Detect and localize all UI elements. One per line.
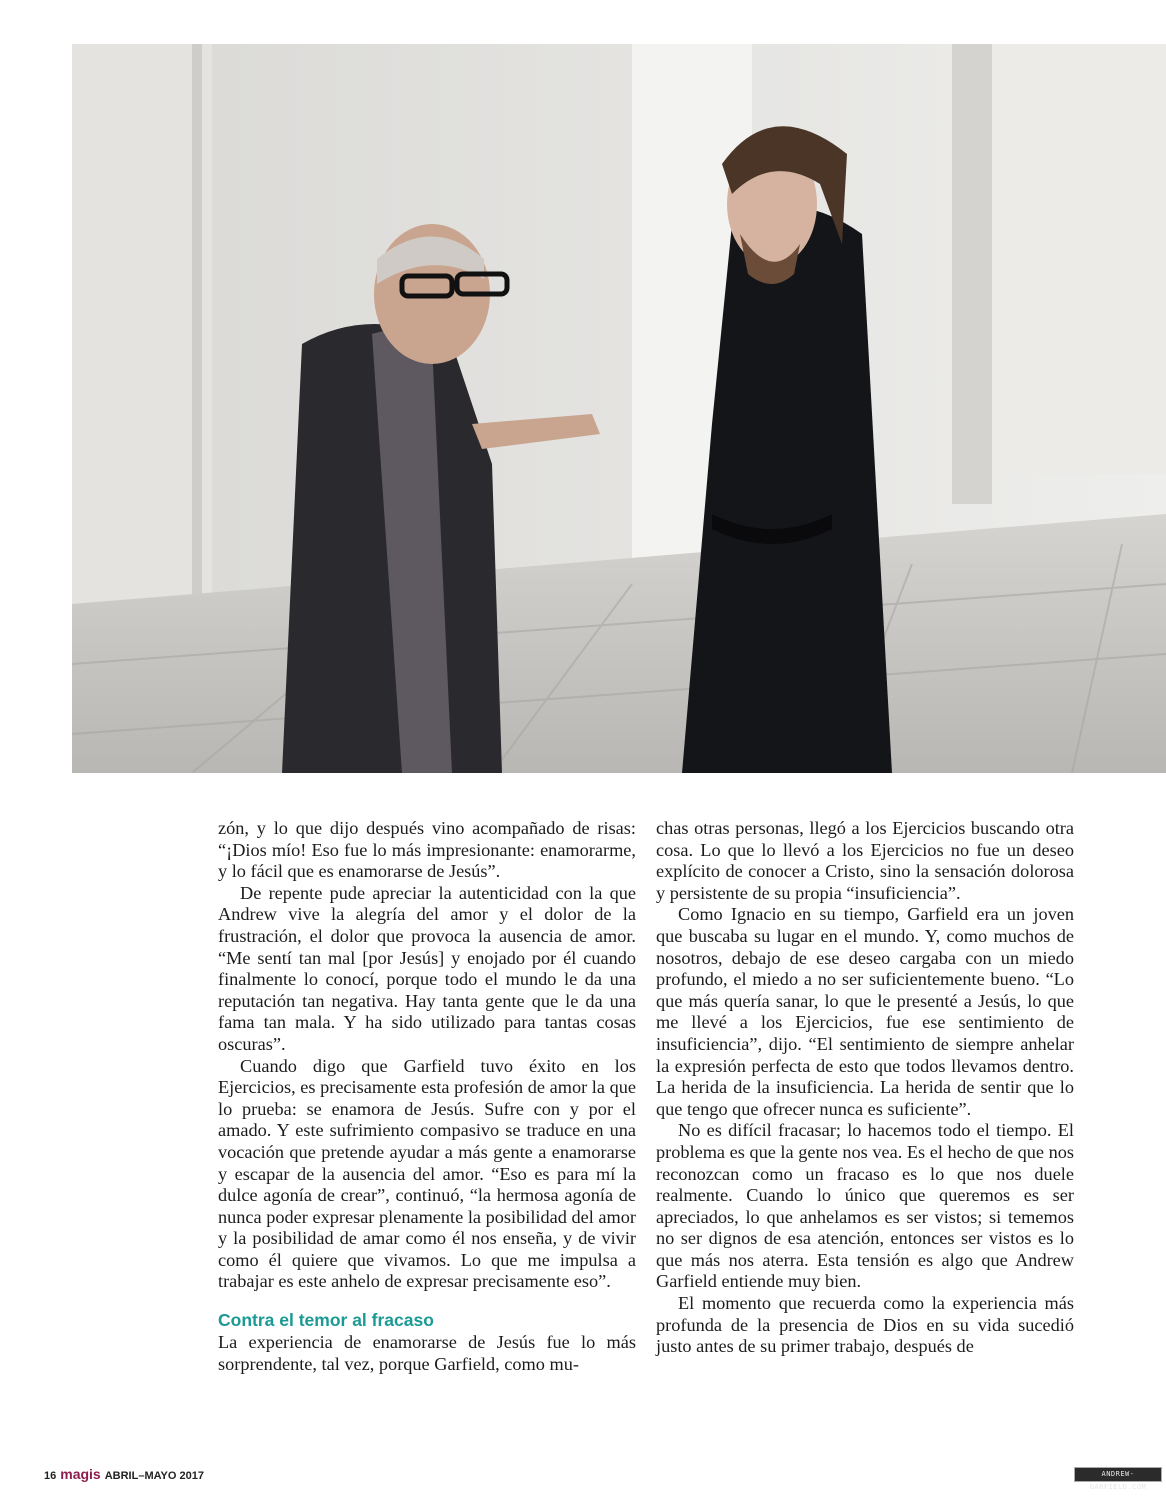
paragraph: Como Ignacio en su tiempo, Garfield era un joven que buscaba su lugar en el mundo. Y, como muchos de nosotros, debajo de ese deseo cargaba con un miedo profundo, el miedo a no ser suficientemente bueno. “Lo que más quería sanar, lo que le presenté a Jesús, lo que me llevé a los Ejercicios, fue ese sentimiento de insuficiencia”, dijo. “El sentimiento de siempre anhelar la expresión perfecta de esto que todos llevamos dentro. La herida de la insuficiencia. La herida de sentir que lo que tengo que ofrecer nunca es suficiente”. (656, 904, 1074, 1119)
page-number: 16 (44, 1470, 57, 1482)
paragraph: La experiencia de enamorarse de Jesús fue lo más sorprendente, tal vez, porque Garfield, como mu- (218, 1332, 636, 1374)
page-footer (44, 1466, 204, 1482)
article-column-left (218, 818, 636, 1375)
paragraph: chas otras personas, llegó a los Ejercicios buscando otra cosa. Lo que lo llevó a los Ejercicios no fue un deseo explícito de conocer a Cristo, sino la sensación dolorosa y persistente de su propia “insuficiencia”. (656, 818, 1074, 903)
watermark: ANDREW-GARFIELD.COM (1074, 1467, 1162, 1482)
paragraph: Cuando digo que Garfield tuvo éxito en los Ejercicios, es precisamente esta profesión de amor la que lo prueba: se enamora de Jesús. Sufre con y por el amado. Y este sufrimiento compasivo se traduce en una vocación que pretende ayudar a más gente a enamorarse y escapar de la ausencia del amor. “Eso es para mí la dulce agonía de crear”, continuó, “la hermosa agonía de nunca poder expresar plenamente la posibilidad del amor y la posibilidad de amar como él nos enseña, y de vivir como él quiere que vivamos. Lo que me impulsa a trabajar es este anhelo de expresar precisamente eso”. (218, 1055, 636, 1292)
section-subheading: Contra el temor al fracaso (218, 1310, 434, 1331)
photo-illustration (72, 44, 1166, 773)
paragraph: zón, y lo que dijo después vino acompañado de risas: “¡Dios mío! Eso fue lo más impresionante: enamorarme, y lo fácil que es enamorarse de Jesús”. (218, 818, 636, 882)
paragraph: De repente pude apreciar la autenticidad con la que Andrew vive la alegría del amor y el dolor de la frustración, el dolor que provoca la ausencia de amor. “Me sentí tan mal [por Jesús] y enojado por él cuando finalmente lo conocí, porque todo el mundo le da una reputación tan negativa. Hay tanta gente que le da una fama tan mala. Y ha sido utilizado para tantas cosas oscuras”. (218, 882, 636, 1054)
issue-date: ABRIL–MAYO 2017 (104, 1470, 204, 1482)
paragraph: El momento que recuerda como la experiencia más profunda de la presencia de Dios en su vida sucedió justo antes de su primer trabajo, después de (656, 1293, 1074, 1357)
article-photo (72, 44, 1166, 773)
article-column-right (656, 818, 1074, 1358)
paragraph: No es difícil fracasar; lo hacemos todo el tiempo. El problema es que la gente nos vea. Es el hecho de que nos reconozcan como un fracaso es lo que nos duele realmente. Cuando lo único que queremos es ser apreciados, lo que anhelamos es ser vistos; si tememos no ser dignos de esa atención, entonces ser vistos es lo que más nos aterra. Esta tensión es algo que Andrew Garfield entiende muy bien. (656, 1120, 1074, 1292)
magazine-logo: magis (60, 1466, 101, 1482)
